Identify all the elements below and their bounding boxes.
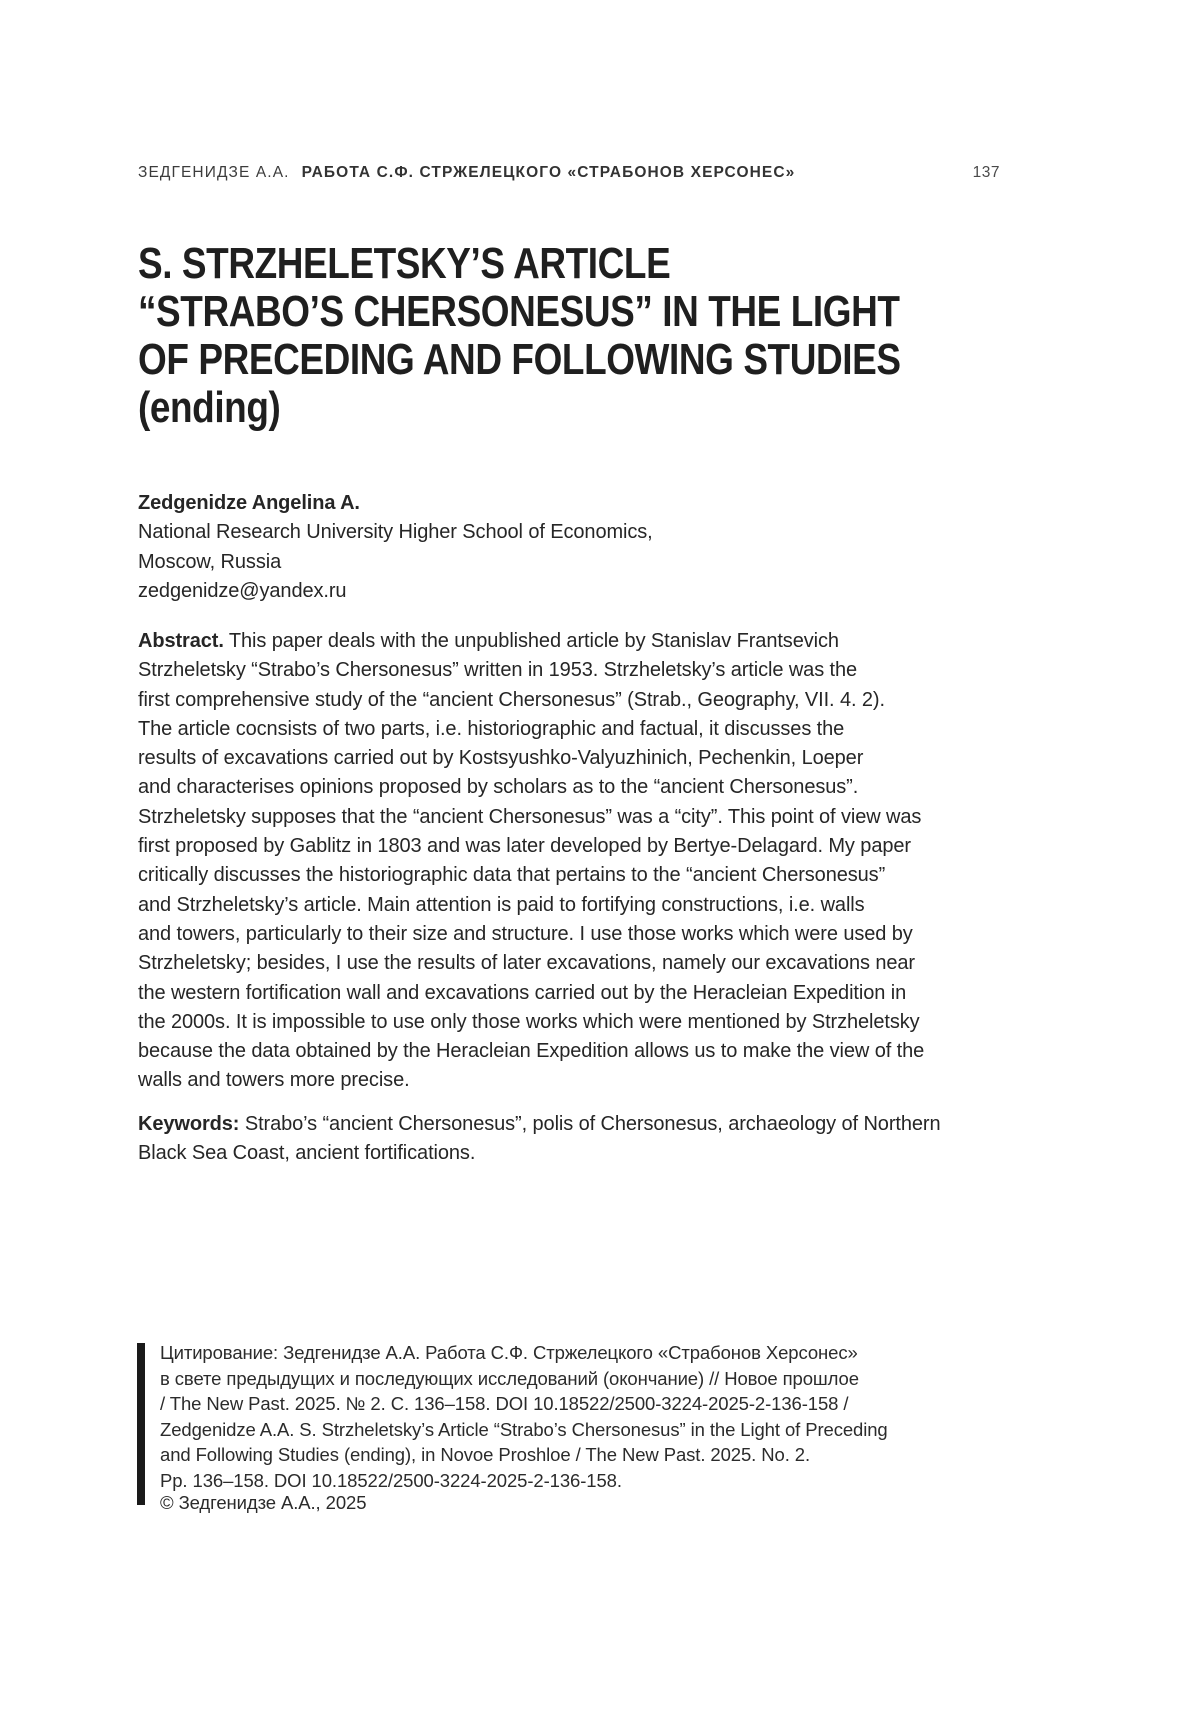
text-line: Strzheletsky; besides, I use the results of later excavations, namely our excavations near: [138, 952, 915, 975]
running-head-author: ЗЕДГЕНИДЗЕ А.А.: [138, 164, 290, 181]
text-line: walls and towers more precise.: [138, 1069, 410, 1092]
abstract-lines: [138, 656, 924, 1095]
keywords-lines: [138, 1139, 940, 1168]
text-line: results of excavations carried out by Kostsyushko-Valyuzhinich, Pechenkin, Loeper: [138, 747, 864, 770]
citation-block: [160, 1340, 888, 1494]
copyright-line: © Зедгенидзе А.А., 2025: [160, 1492, 367, 1513]
author-email: zedgenidze@yandex.ru: [138, 579, 347, 602]
text-line: and Following Studies (ending), in Novoe Proshloe / The New Past. 2025. No. 2.: [160, 1444, 811, 1466]
abstract-first-line-text: This paper deals with the unpublished article by Stanislav Frantsevich: [228, 630, 839, 652]
abstract-label: Abstract.: [138, 630, 224, 652]
text-line: Strzheletsky “Strabo’s Chersonesus” written in 1953. Strzheletsky’s article was the: [138, 659, 858, 682]
text-line: Цитирование: Зедгенидзе А.А. Работа С.Ф. Стржелецкого «Страбонов Херсонес»: [160, 1342, 858, 1363]
text-line: the western fortification wall and excavations carried out by the Heracleian Expedition in: [138, 981, 907, 1004]
page-number: 137: [972, 164, 1000, 181]
running-head-title: РАБОТА С.Ф. СТРЖЕЛЕЦКОГО «СТРАБОНОВ ХЕРСОНЕС»: [301, 164, 796, 181]
text-line: and Strzheletsky’s article. Main attention is paid to fortifying constructions, i.e. walls: [138, 893, 865, 916]
text-line: Black Sea Coast, ancient fortifications.: [138, 1142, 476, 1165]
text-line: critically discusses the historiographic data that pertains to the “ancient Chersonesus”: [138, 864, 886, 887]
abstract-first-line: [138, 627, 924, 656]
text-line: в свете предыдущих и последующих исследований (окончание) // Новое прошлое: [160, 1367, 859, 1389]
text-line: The article cocnsists of two parts, i.e. historiographic and factual, it discusses the: [138, 717, 845, 740]
text-line: because the data obtained by the Heracleian Expedition allows us to make the view of the: [138, 1040, 925, 1063]
keywords-first-line: [138, 1110, 940, 1139]
keywords-label: Keywords:: [138, 1113, 240, 1135]
abstract-section: [138, 627, 924, 1096]
author-affiliation: National Research University Higher School of Economics,: [138, 521, 653, 544]
text-line: “STRABO’S CHERSONESUS” IN THE LIGHT: [138, 287, 900, 336]
text-line: Strzheletsky supposes that the “ancient Chersonesus” was a “city”. This point of view was: [138, 805, 922, 828]
keywords-section: [138, 1110, 940, 1169]
author-city: Moscow, Russia: [138, 550, 282, 573]
running-head-text: [138, 163, 795, 183]
text-line: the 2000s. It is impossible to use only those works which were mentioned by Strzheletsky: [138, 1010, 920, 1033]
article-title: [138, 240, 901, 432]
citation-bar: [137, 1343, 145, 1505]
author-block: [138, 489, 653, 606]
text-line: first comprehensive study of the “ancient Chersonesus” (Strab., Geography, VII. 4. 2).: [138, 688, 885, 711]
text-line: and towers, particularly to their size and structure. I use those works which were used by: [138, 922, 913, 945]
text-line: Pp. 136–158. DOI 10.18522/2500-3224-2025-2-136-158.: [160, 1469, 622, 1491]
text-line: S. STRZHELETSKY’S ARTICLE: [138, 239, 671, 288]
text-line: Zedgenidze A.A. S. Strzheletsky’s Article “Strabo’s Chersonesus” in the Light of Preceding: [160, 1418, 888, 1440]
author-name: Zedgenidze Angelina A.: [138, 492, 360, 514]
text-line: and characterises opinions proposed by scholars as to the “ancient Chersonesus”.: [138, 776, 859, 799]
keywords-first-line-text: Strabo’s “ancient Chersonesus”, polis of Chersonesus, archaeology of Northern: [244, 1113, 941, 1135]
text-line: / The New Past. 2025. № 2. С. 136–158. DOI 10.18522/2500-3224-2025-2-136-158 /: [160, 1393, 849, 1415]
running-header: [138, 163, 1000, 183]
text-line: OF PRECEDING AND FOLLOWING STUDIES: [138, 335, 901, 384]
text-line: first proposed by Gablitz in 1803 and was later developed by Bertye-Delagard. My paper: [138, 835, 911, 858]
text-line: (ending): [138, 383, 281, 432]
